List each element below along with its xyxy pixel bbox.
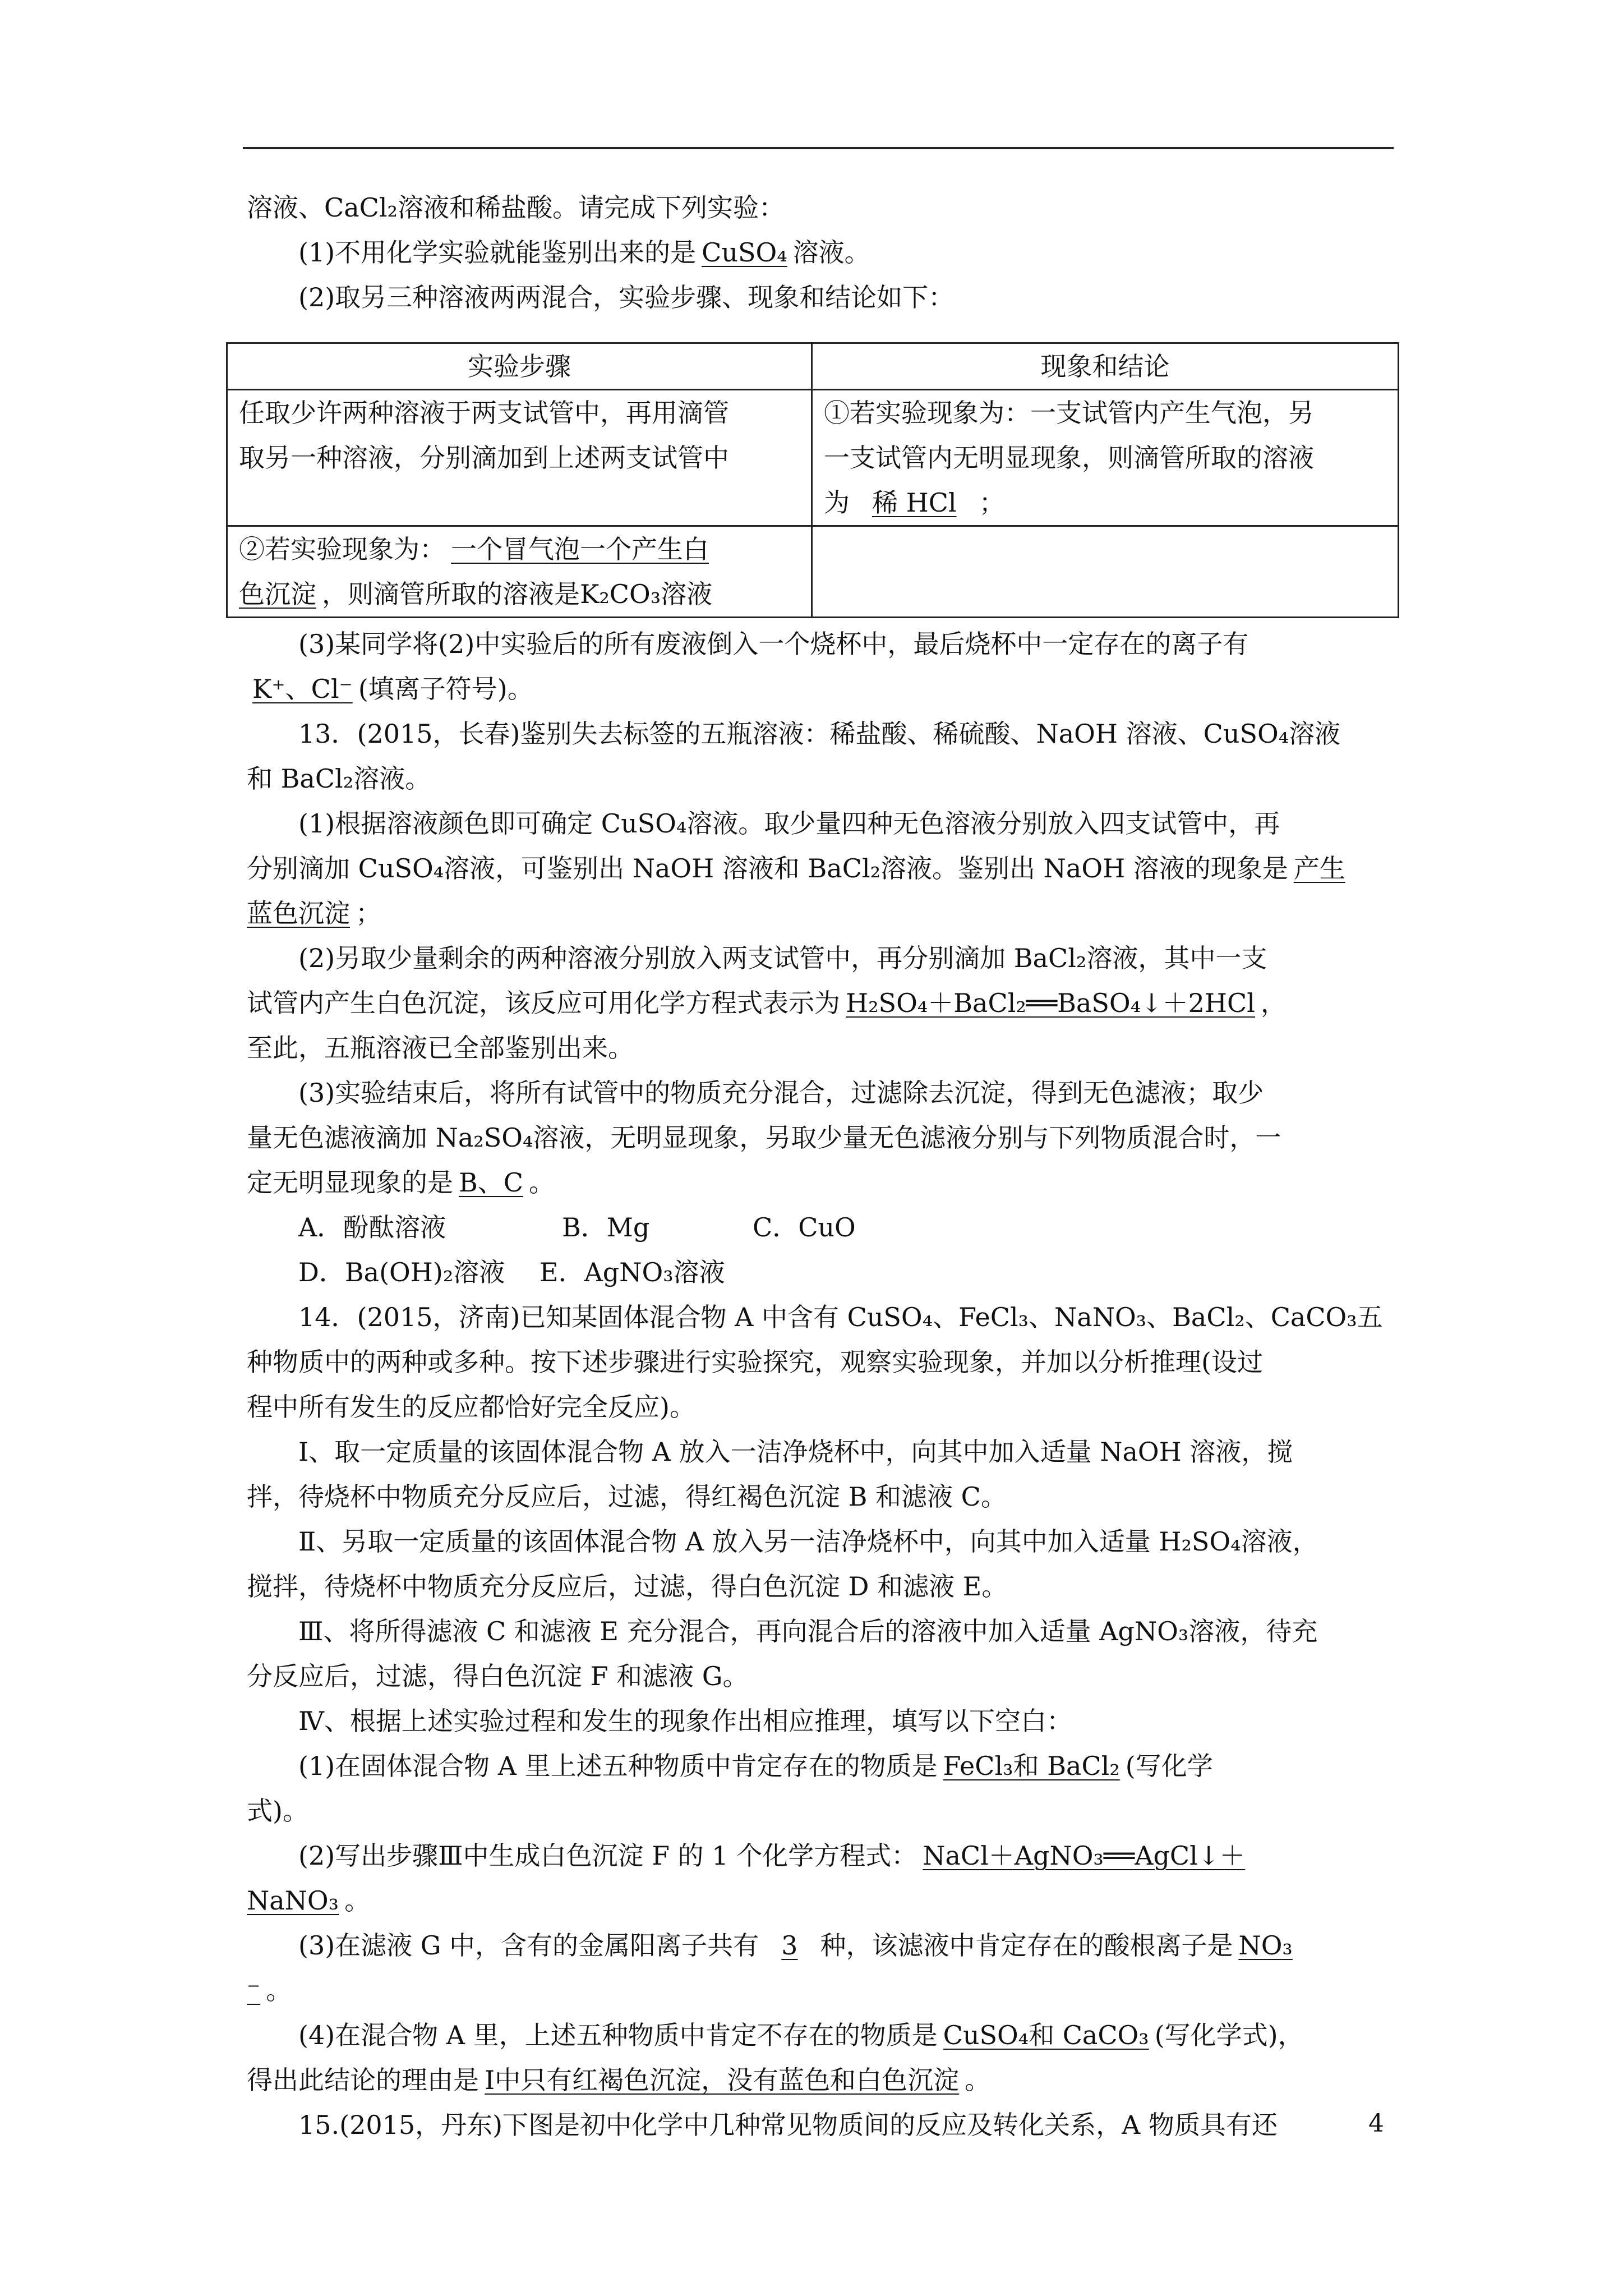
text: 溶液。 — [792, 237, 870, 268]
text-line: 和 BaCl₂溶液。 — [247, 763, 431, 794]
cell-line: 任取少许两种溶液于两支试管中，再用滴管 — [239, 398, 729, 428]
table-header: 实验步骤 — [227, 343, 812, 390]
text: (写化学 — [1125, 1751, 1213, 1781]
answer-blank: 产生 — [1293, 853, 1345, 884]
option: D．Ba(OH)₂溶液 — [298, 1257, 505, 1287]
text: (1)在固体混合物 A 里上述五种物质中肯定存在的物质是 — [298, 1751, 938, 1781]
text-line — [247, 1923, 1413, 1968]
problem-15: 15.(2015，丹东)下图是初中化学中几种常见物质间的反应及转化关系，A 物质具有还 — [298, 2110, 1278, 2140]
text-line: 分反应后，过滤，得白色沉淀 F 和滤液 G。 — [247, 1661, 749, 1691]
text: (写化学式)， — [1154, 2020, 1304, 2050]
cell-line: 取另一种溶液，分别滴加到上述两支试管中 — [239, 443, 729, 473]
answer-blank: CuSO₄和 CaCO₃ — [943, 2020, 1149, 2050]
options-line — [247, 1205, 1413, 1250]
answer-blank: ⁻ — [247, 1975, 261, 2005]
text-line: (2)另取少量剩余的两种溶液分别放入两支试管中，再分别滴加 BaCl₂溶液，其中一支 — [298, 943, 1267, 973]
text-line: 种物质中的两种或多种。按下述步骤进行实验探究，观察实验现象，并加以分析推理(设过 — [247, 1347, 1263, 1377]
table-header-row — [227, 343, 1399, 390]
cell-line — [239, 527, 800, 572]
text-line: 量无色滤液滴加 Na₂SO₄溶液，无明显现象，另取少量无色滤液分别与下列物质混合时，一 — [247, 1122, 1281, 1153]
text-line: 拌，待烧杯中物质充分反应后，过滤，得红褐色沉淀 B 和滤液 C。 — [247, 1481, 1007, 1512]
text-line — [247, 1878, 1413, 1923]
text-line — [247, 1968, 1413, 2013]
document-body — [239, 185, 1413, 2147]
cell-line — [824, 480, 1386, 525]
text-line — [247, 1160, 1413, 1205]
text-line: (3)实验结束后，将所有试管中的物质充分混合，过滤除去沉淀，得到无色滤液；取少 — [298, 1078, 1264, 1108]
text-line: 程中所有发生的反应都恰好完全反应)。 — [247, 1392, 695, 1422]
question-3: (3)某同学将(2)中实验后的所有废液倒入一个烧杯中，最后烧杯中一定存在的离子有 — [298, 629, 1249, 659]
text: 定无明显现象的是 — [247, 1167, 453, 1198]
header-rule — [243, 147, 1394, 149]
text: 。 — [965, 2065, 991, 2095]
option: A．酚酞溶液 — [298, 1212, 446, 1243]
table-cell — [812, 526, 1399, 618]
text: ，则滴管所取的溶液是K₂CO₃溶液 — [322, 579, 713, 609]
text-line: Ⅳ、根据上述实验过程和发生的现象作出相应推理，填写以下空白： — [298, 1706, 1072, 1736]
text-line — [247, 2058, 1413, 2102]
table-cell — [227, 390, 812, 526]
answer-blank: CuSO₄ — [702, 237, 787, 268]
text-line: 式)。 — [247, 1796, 308, 1826]
table-cell — [812, 390, 1399, 526]
page-number: 4 — [1368, 2109, 1384, 2138]
text-line: Ⅲ、将所得滤液 C 和滤液 E 充分混合，再向混合后的溶液中加入适量 AgNO₃溶液，待充 — [298, 1616, 1318, 1646]
text-line — [247, 1743, 1413, 1788]
table-row — [227, 390, 1399, 526]
text: (2)写出步骤Ⅲ中生成白色沉淀 F 的 1 个化学方程式： — [298, 1841, 917, 1871]
experiment-table — [226, 342, 1399, 618]
table-header: 现象和结论 — [812, 343, 1399, 390]
cell-line: ①若实验现象为：一支试管内产生气泡，另 — [824, 398, 1314, 428]
answer-blank: H₂SO₄＋BaCl₂══BaSO₄↓＋2HCl — [846, 988, 1255, 1018]
text-line: 至此，五瓶溶液已全部鉴别出来。 — [247, 1033, 634, 1063]
question-1 — [247, 230, 1413, 275]
text: (3)在滤液 G 中，含有的金属阳离子共有 — [298, 1930, 759, 1961]
answer-blank: 稀 HCl — [872, 487, 957, 518]
answer-blank: K⁺、Cl⁻ — [252, 674, 353, 704]
table-row — [227, 526, 1399, 618]
text-line: 溶液、CaCl₂溶液和稀盐酸。请完成下列实验： — [247, 192, 785, 223]
text: ②若实验现象为： — [239, 534, 445, 564]
answer-blank: 蓝色沉淀 — [247, 898, 350, 928]
text-line — [247, 891, 1413, 936]
text: 为 — [824, 487, 850, 518]
text: 种，该滤液中肯定存在的酸根离子是 — [820, 1930, 1233, 1961]
text-line: Ⅰ、取一定质量的该固体混合物 A 放入一洁净烧杯中，向其中加入适量 NaOH 溶液，搅 — [298, 1437, 1293, 1467]
answer-blank: NaNO₃ — [247, 1885, 339, 1916]
cell-line — [239, 572, 800, 616]
text-line: (1)根据溶液颜色即可确定 CuSO₄溶液。取少量四种无色溶液分别放入四支试管中，再 — [298, 808, 1280, 839]
text: ， — [1260, 988, 1287, 1018]
question-2: (2)取另三种溶液两两混合，实验步骤、现象和结论如下： — [298, 282, 955, 312]
text: 。 — [344, 1885, 371, 1916]
text-line — [247, 2013, 1413, 2058]
text-line — [247, 846, 1413, 891]
answer-blank: 一个冒气泡一个产生白 — [451, 534, 709, 564]
text-line: Ⅱ、另取一定质量的该固体混合物 A 放入另一洁净烧杯中，向其中加入适量 H₂SO₄溶液， — [298, 1526, 1318, 1557]
text: 。 — [266, 1975, 292, 2005]
answer-blank: NO₃ — [1238, 1930, 1293, 1961]
problem-13: 13．(2015，长春)鉴别失去标签的五瓶溶液：稀盐酸、稀硫酸、NaOH 溶液、CuSO₄溶液 — [298, 719, 1341, 749]
text: ； — [356, 898, 381, 928]
text: 试管内产生白色沉淀，该反应可用化学方程式表示为 — [247, 988, 840, 1018]
answer-blank: 3 — [781, 1930, 798, 1961]
text: 分别滴加 CuSO₄溶液，可鉴别出 NaOH 溶液和 BaCl₂溶液。鉴别出 NaOH 溶液的现象是 — [247, 853, 1288, 884]
text: 得出此结论的理由是 — [247, 2065, 479, 2095]
option: B．Mg — [562, 1212, 650, 1243]
text: 。 — [529, 1167, 555, 1198]
cell-line: 一支试管内无明显现象，则滴管所取的溶液 — [824, 443, 1314, 473]
text: (填离子符号)。 — [358, 674, 533, 704]
option: E．AgNO₃溶液 — [540, 1257, 725, 1287]
option: C．CuO — [753, 1212, 856, 1243]
answer-blank: Ⅰ中只有红褐色沉淀，没有蓝色和白色沉淀 — [485, 2065, 960, 2095]
text-line: 搅拌，待烧杯中物质充分反应后，过滤，得白色沉淀 D 和滤液 E。 — [247, 1571, 1008, 1602]
text-line — [247, 1833, 1413, 1878]
answer-blank: FeCl₃和 BaCl₂ — [943, 1751, 1120, 1781]
problem-14: 14．(2015，济南)已知某固体混合物 A 中含有 CuSO₄、FeCl₃、NaNO₃、BaCl₂、CaCO₃五 — [298, 1302, 1383, 1332]
answer-blank: 色沉淀 — [239, 579, 316, 609]
text-line — [247, 981, 1413, 1025]
options-line — [247, 1250, 1413, 1295]
table-cell — [227, 526, 812, 618]
question-3-answer — [247, 666, 1413, 711]
text: ； — [979, 487, 1005, 518]
answer-blank: B、C — [459, 1167, 523, 1198]
text: (1)不用化学实验就能鉴别出来的是 — [298, 237, 697, 268]
text: (4)在混合物 A 里，上述五种物质中肯定不存在的物质是 — [298, 2020, 938, 2050]
answer-blank: NaCl＋AgNO₃══AgCl↓＋ — [923, 1841, 1246, 1871]
